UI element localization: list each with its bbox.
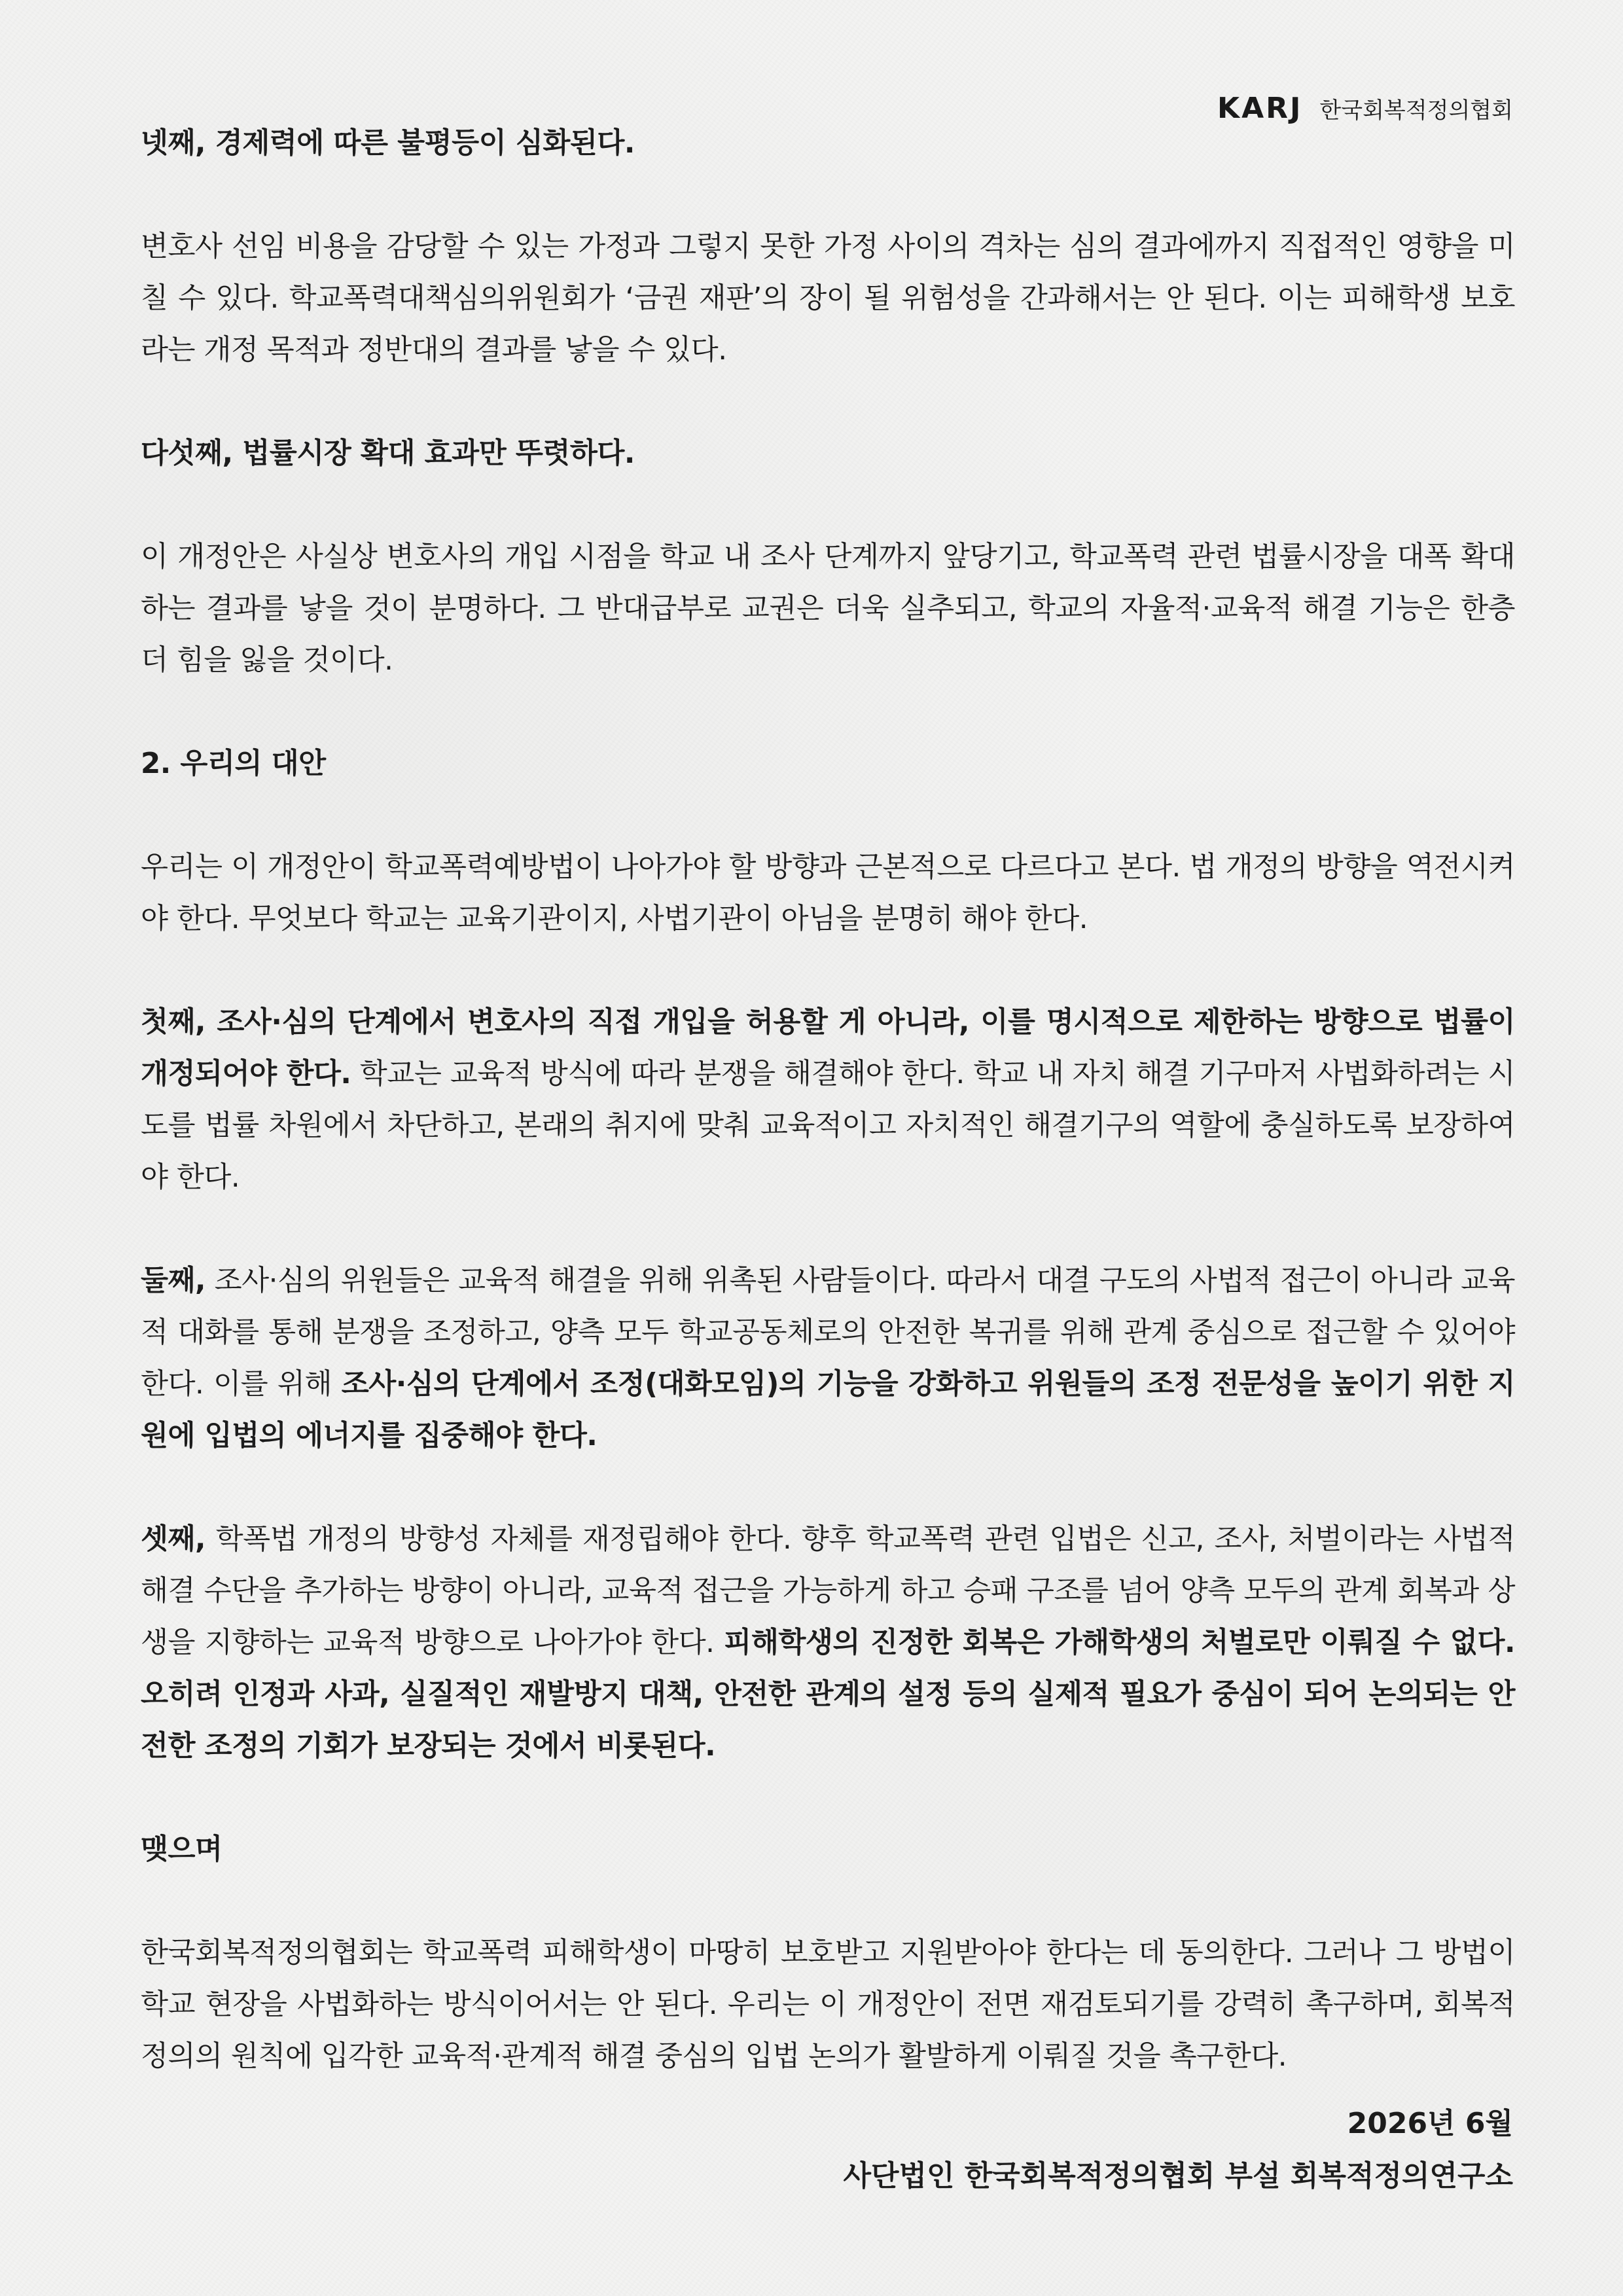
alternative-first-bold: 첫째, 조사·심의 단계에서 변호사의 직접 개입을 허용할 게 아니라, 이를 명시적으로 제한하는 방향으로 법률이 개정되어야 한다. — [141, 1006, 1515, 1090]
closing-body: 한국회복적정의협회는 학교폭력 피해학생이 마땅히 보호받고 지원받아야 한다는 데 동의한다. 그러나 그 방법이 학교 현장을 사법화하는 방식이어서는 안 된다. 우리는 이 개정안이 전면 재검토되기를 강력히 촉구하며, 회복적 정의의 원칙에 입각한 교육적·관계적 해결 중심의 입법 논의가 활발하게 이뤄질 것을 촉구한다. — [141, 1937, 1515, 2073]
alternative-third-lead: 셋째, — [141, 1523, 206, 1556]
section-heading-fifth: 다섯째, 법률시장 확대 효과만 뚜렷하다. — [141, 437, 635, 470]
footer-date: 2026년 6월 — [1347, 2107, 1513, 2140]
alternative-first — [141, 997, 1515, 1204]
alternative-third — [141, 1514, 1515, 1772]
section-heading-fourth: 넷째, 경제력에 따른 불평등이 심화된다. — [141, 127, 635, 160]
alternative-second-bold: 조사·심의 단계에서 조정(대화모임)의 기능을 강화하고 위원들의 조정 전문성을 높이기 위한 지원에 입법의 에너지를 집중해야 한다. — [141, 1368, 1515, 1452]
footer-signature: 사단법인 한국회복적정의협회 부설 회복적정의연구소 — [843, 2159, 1513, 2193]
alternative-second-lead: 둘째, — [141, 1265, 206, 1297]
section-heading-alternatives: 2. 우리의 대안 — [141, 747, 326, 780]
alternatives-intro: 우리는 이 개정안이 학교폭력예방법이 나아가야 할 방향과 근본적으로 다르다고 본다. 법 개정의 방향을 역전시켜야 한다. 무엇보다 학교는 교육기관이지, 사법기관이 아님을 분명히 해야 한다. — [141, 851, 1515, 935]
alternative-third-text: 학폭법 개정의 방향성 자체를 재정립해야 한다. 향후 학교폭력 관련 입법은 신고, 조사, 처벌이라는 사법적 해결 수단을 추가하는 방향이 아니라, 교육적 접근을 가능하게 하고 승패 구조를 넘어 양측 모두의 관계 회복과 상생을 지향하는 교육적 방향으로 나아가야 한다. — [141, 1523, 1515, 1659]
document-footer — [843, 2098, 1513, 2202]
section-body-fourth: 변호사 선임 비용을 감당할 수 있는 가정과 그렇지 못한 가정 사이의 격차는 심의 결과에까지 직접적인 영향을 미칠 수 있다. 학교폭력대책심의위원회가 ‘금권 재판’의 장이 될 위험성을 간과해서는 안 된다. 이는 피해학생 보호라는 개정 목적과 정반대의 결과를 낳을 수 있다. — [141, 230, 1515, 367]
alternative-second — [141, 1255, 1515, 1462]
karj-logo: KARJ — [1217, 92, 1303, 125]
section-body-fifth: 이 개정안은 사실상 변호사의 개입 시점을 학교 내 조사 단계까지 앞당기고, 학교폭력 관련 법률시장을 대폭 확대하는 결과를 낳을 것이 분명하다. 그 반대급부로 교권은 더욱 실추되고, 학교의 자율적·교육적 해결 기능은 한층 더 힘을 잃을 것이다. — [141, 541, 1515, 677]
section-heading-closing: 맺으며 — [141, 1833, 223, 1866]
document-body — [141, 118, 1515, 2083]
alternative-second-text: 조사·심의 위원들은 교육적 해결을 위해 위촉된 사람들이다. 따라서 대결 구도의 사법적 접근이 아니라 교육적 대화를 통해 분쟁을 조정하고, 양측 모두 학교공동체로의 안전한 복귀를 위해 관계 중심으로 접근할 수 있어야 한다. 이를 위해 — [141, 1265, 1515, 1401]
header-org-name: 한국회복적정의협회 — [1319, 98, 1513, 124]
alternative-third-bold: 피해학생의 진정한 회복은 가해학생의 처벌로만 이뤄질 수 없다. 오히려 인정과 사과, 실질적인 재발방지 대책, 안전한 관계의 설정 등의 실제적 필요가 중심이 되어 논의되는 안전한 조정의 기회가 보장되는 것에서 비롯된다. — [141, 1626, 1515, 1763]
alternative-first-text: 학교는 교육적 방식에 따라 분쟁을 해결해야 한다. 학교 내 자치 해결 기구마저 사법화하려는 시도를 법률 차원에서 차단하고, 본래의 취지에 맞춰 교육적이고 자치적인 해결기구의 역할에 충실하도록 보장하여야 한다. — [141, 1058, 1515, 1194]
